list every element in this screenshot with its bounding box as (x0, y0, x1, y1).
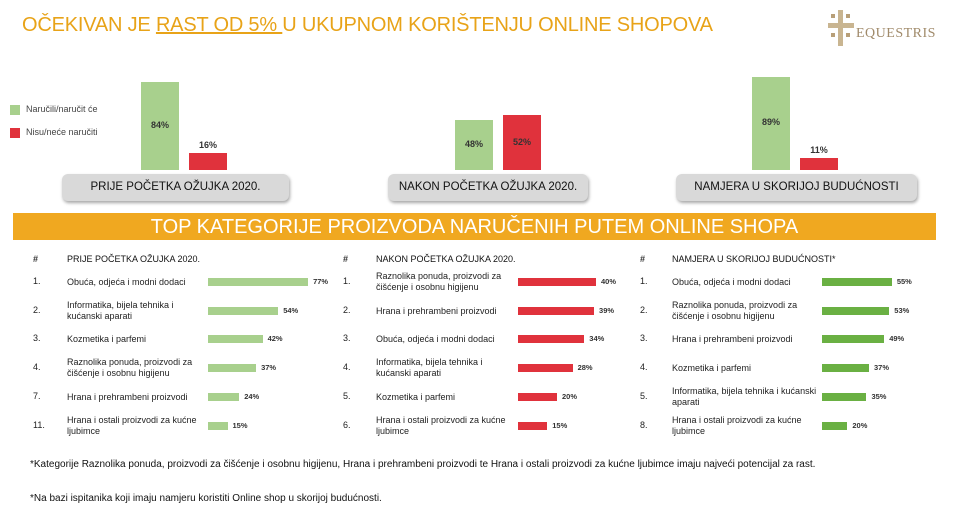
category-bar (518, 335, 584, 343)
row-rank: 7. (33, 391, 41, 401)
category-bar-value: 40% (601, 277, 617, 286)
row-label: Hrana i ostali proizvodi za kućne ljubimce (67, 415, 197, 436)
category-bar-value: 37% (261, 363, 277, 372)
row-label: Raznolika ponuda, proizvodi za čišćenje i osobnu higijenu (376, 271, 502, 292)
row-rank: 6. (343, 420, 351, 430)
category-bar (822, 364, 869, 372)
category-bar (518, 364, 573, 372)
row-rank: 4. (343, 362, 351, 372)
legend-label-red: Nisu/neće naručiti (26, 127, 98, 137)
category-bar (822, 335, 884, 343)
row-label: Hrana i prehrambeni proizvodi (67, 391, 188, 402)
row-rank: 3. (640, 333, 648, 343)
row-label: Kozmetika i parfemi (67, 333, 147, 344)
categories-banner: TOP KATEGORIJE PROIZVODA NARUČENIH PUTEM ONLINE SHOPA (13, 213, 936, 240)
bar-value-label: 48% (464, 138, 483, 149)
category-bar (822, 422, 847, 430)
category-bar-value: 77% (313, 277, 329, 286)
category-bar-value: 53% (894, 306, 910, 315)
footnote-1: *Kategorije Raznolika ponuda, proizvodi za čišćenje i osobnu higijenu, Hrana i prehrambeni proizvodi te Hrana i ostali proizvodi za kućne ljubimce imaju najveći potencijal za rast. (30, 459, 816, 470)
column-hash: # (343, 254, 349, 264)
bar-value-label: 52% (512, 136, 531, 147)
row-label: Hrana i ostali proizvodi za kućne ljubimce (672, 415, 802, 436)
row-label: Obuća, odjeća i modni dodaci (672, 276, 791, 287)
column-hash: # (640, 254, 646, 264)
category-bar (208, 422, 228, 430)
row-rank: 3. (343, 333, 351, 343)
row-label: Raznolika ponuda, proizvodi za čišćenje i osobnu higijenu (672, 300, 798, 321)
category-bar (822, 393, 866, 401)
row-label: Informatika, bijela tehnika i kućanski aparati (67, 300, 174, 321)
category-bar-value: 42% (267, 334, 283, 343)
row-label: Hrana i prehrambeni proizvodi (672, 333, 793, 344)
row-rank: 2. (33, 305, 41, 315)
category-bar (208, 335, 263, 343)
row-rank: 4. (33, 362, 41, 372)
bar-value-label: 11% (810, 145, 828, 156)
row-label: Obuća, odjeća i modni dodaci (67, 276, 186, 287)
category-bar-value: 39% (599, 306, 615, 315)
title-post: U UKUPNOM KORIŠTENJU ONLINE SHOPOVA (282, 14, 713, 36)
row-label: Informatika, bijela tehnika i kućanski aparati (672, 386, 817, 407)
column-header-2: NAMJERA U SKORIJOJ BUDUĆNOSTI* (672, 254, 836, 264)
title-underlined: RAST OD 5% (155, 14, 283, 36)
category-bar-value: 20% (562, 392, 578, 401)
category-bar-value: 37% (873, 363, 889, 372)
category-bar-value: 54% (283, 306, 299, 315)
row-rank: 2. (640, 305, 648, 315)
column-hash: # (33, 254, 39, 264)
category-bar-value: 49% (889, 334, 905, 343)
row-rank: 2. (343, 305, 351, 315)
legend-label-green: Naručili/naručit će (26, 104, 98, 114)
column-header-1: NAKON POČETKA OŽUJKA 2020. (376, 254, 516, 264)
row-rank: 1. (640, 276, 648, 286)
row-rank: 4. (640, 362, 648, 372)
row-label: Obuća, odjeća i modni dodaci (376, 333, 495, 344)
row-rank: 1. (343, 276, 351, 286)
category-bar (518, 278, 596, 286)
period-label-2: NAMJERA U SKORIJOJ BUDUĆNOSTI (676, 174, 917, 201)
category-bar-value: 28% (577, 363, 593, 372)
row-label: Kozmetika i parfemi (376, 391, 456, 402)
category-bar-value: 15% (552, 421, 568, 430)
category-bar-value: 35% (871, 392, 887, 401)
category-bar (208, 307, 278, 315)
row-rank: 1. (33, 276, 41, 286)
row-rank: 11. (33, 420, 45, 430)
row-label: Kozmetika i parfemi (672, 362, 752, 373)
category-bar-value: 55% (896, 277, 912, 286)
category-bar (208, 364, 256, 372)
column-header-0: PRIJE POČETKA OŽUJKA 2020. (67, 254, 201, 264)
category-bar-value: 15% (232, 421, 248, 430)
row-label: Raznolika ponuda, proizvodi za čišćenje i osobnu higijenu (67, 357, 193, 378)
category-bar-value: 34% (589, 334, 605, 343)
row-label: Hrana i prehrambeni proizvodi (376, 305, 497, 316)
bar-value-label: 16% (198, 140, 217, 151)
title-pre: OČEKIVAN JE (22, 14, 156, 36)
logo-text: EQUESTRIS (856, 26, 936, 41)
row-label: Hrana i ostali proizvodi za kućne ljubimce (376, 415, 506, 436)
category-bar-value: 20% (852, 421, 868, 430)
row-label: Informatika, bijela tehnika i kućanski aparati (376, 357, 483, 378)
row-rank: 8. (640, 420, 648, 430)
category-bar (518, 307, 594, 315)
category-bar-value: 24% (244, 392, 260, 401)
category-bar (208, 393, 239, 401)
footnote-2: *Na bazi ispitanika koji imaju namjeru koristiti Online shop u skorijoj budućnosti. (30, 493, 382, 504)
category-bar (822, 307, 889, 315)
period-label-0: PRIJE POČETKA OŽUJKA 2020. (62, 174, 289, 201)
period-label-1: NAKON POČETKA OŽUJKA 2020. (388, 174, 588, 201)
category-bar (518, 393, 557, 401)
category-bar (208, 278, 308, 286)
row-rank: 5. (640, 391, 648, 401)
bar-value-label: 84% (150, 119, 169, 130)
category-bar (518, 422, 547, 430)
bar-value-label: 89% (761, 117, 780, 128)
row-rank: 3. (33, 333, 41, 343)
row-rank: 5. (343, 391, 351, 401)
category-bar (822, 278, 892, 286)
